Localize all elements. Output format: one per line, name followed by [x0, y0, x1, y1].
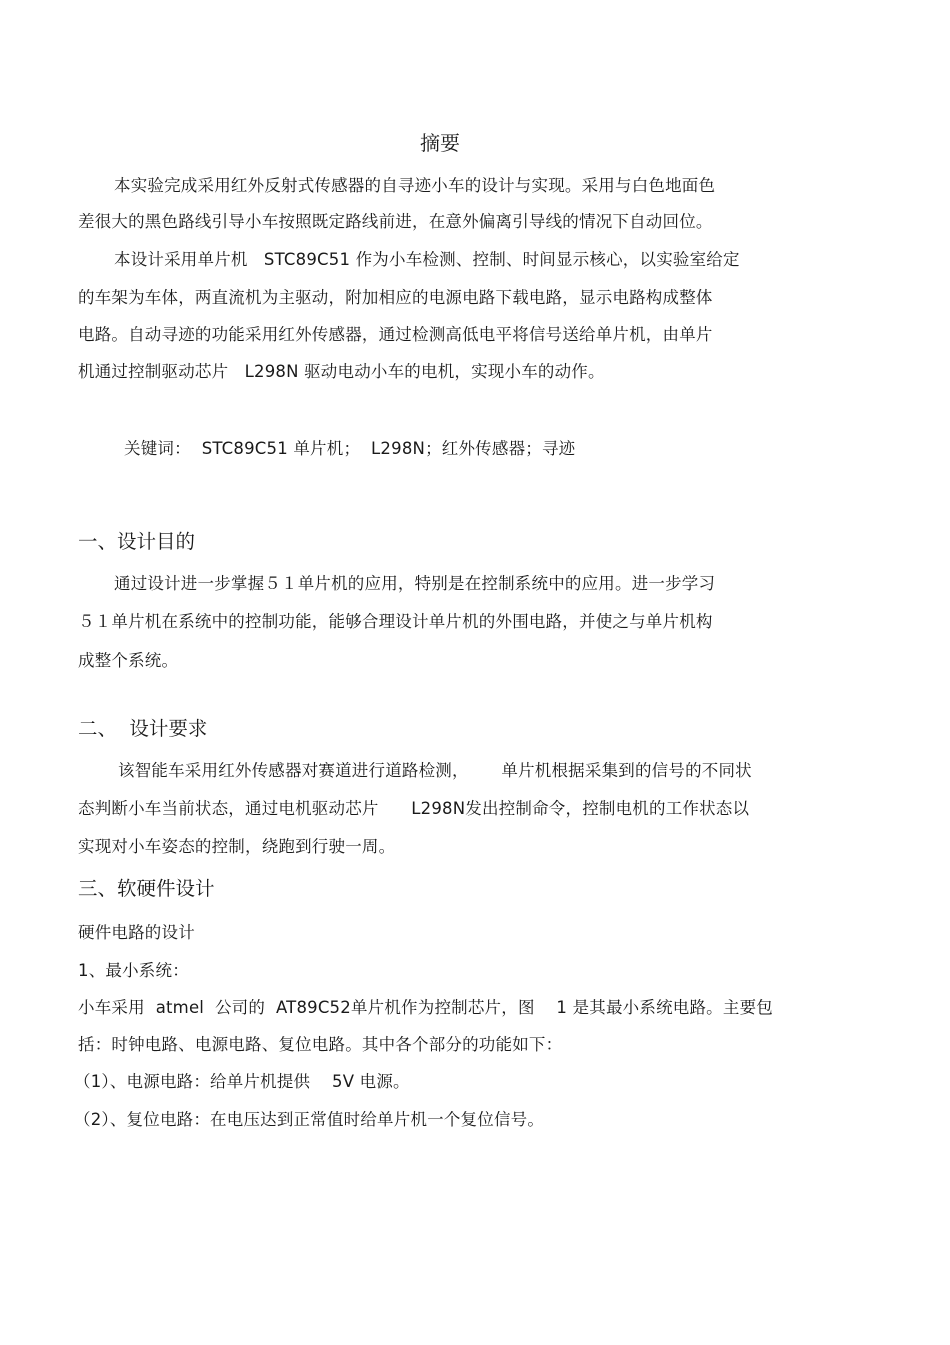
section2-line-1: 该智能车采用红外传感器对赛道进行道路检测， 单片机根据采集到的信号的不同状: [118, 761, 752, 780]
abstract-p2-line-2: 的车架为车体，两直流机为主驱动，附加相应的电源电路下载电路，显示电路构成整体: [78, 288, 713, 307]
abstract-p2-line-3: 电路。自动寻迹的功能采用红外传感器，通过检测高低电平将信号送给单片机，由单片: [78, 325, 713, 344]
abstract-p1-line-2: 差很大的黑色路线引导小车按照既定路线前进，在意外偏离引导线的情况下自动回位。: [78, 212, 713, 231]
section3-line-2: 括：时钟电路、电源电路、复位电路。其中各个部分的功能如下：: [78, 1035, 563, 1054]
section2-heading: 二、 设计要求: [78, 717, 208, 740]
section1-line-1: 通过设计进一步掌握５１单片机的应用，特别是在控制系统中的应用。进一步学习: [114, 574, 716, 593]
section3-item-1: 1、最小系统：: [78, 961, 189, 980]
section2-line-2: 态判断小车当前状态，通过电机驱动芯片 L298N发出控制命令，控制电机的工作状态以: [78, 799, 750, 818]
section3-line-1: 小车采用 atmel 公司的 AT89C52单片机作为控制芯片，图 1 是其最小系统电路。主要包: [78, 998, 773, 1017]
section3-heading: 三、软硬件设计: [78, 877, 215, 900]
section1-line-3: 成整个系统。: [78, 651, 179, 670]
abstract-p2-line-1: 本设计采用单片机 STC89C51 作为小车检测、控制、时间显示核心，以实验室给定: [114, 250, 740, 269]
section2-line-3: 实现对小车姿态的控制，绕跑到行驶一周。: [78, 837, 396, 856]
section1-line-2: ５１单片机在系统中的控制功能，能够合理设计单片机的外围电路，并使之与单片机构: [78, 612, 713, 631]
section3-subheading: 硬件电路的设计: [78, 923, 195, 942]
abstract-title: 摘要: [420, 131, 460, 155]
section3-line-4: （2）、复位电路：在电压达到正常值时给单片机一个复位信号。: [74, 1110, 545, 1129]
keywords: 关键词： STC89C51 单片机； L298N；红外传感器；寻迹: [124, 439, 576, 458]
section3-line-3: （1）、电源电路：给单片机提供 5V 电源。: [74, 1072, 410, 1091]
abstract-p2-line-4: 机通过控制驱动芯片 L298N 驱动电动小车的电机，实现小车的动作。: [78, 362, 605, 381]
section1-heading: 一、设计目的: [78, 530, 196, 553]
abstract-p1-line-1: 本实验完成采用红外反射式传感器的自寻迹小车的设计与实现。采用与白色地面色: [114, 176, 716, 195]
